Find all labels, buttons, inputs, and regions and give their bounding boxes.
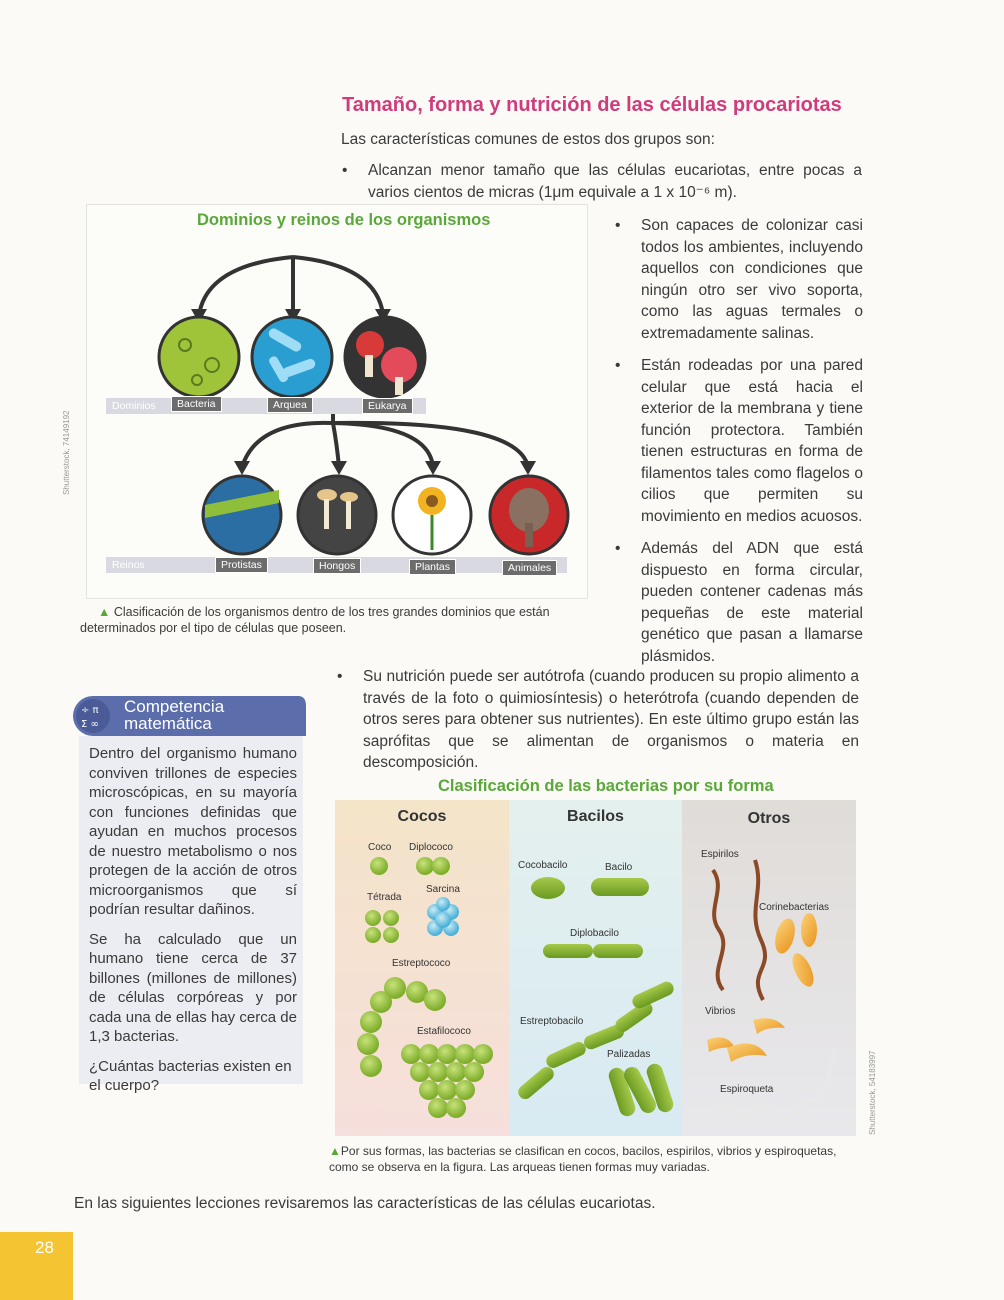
label-protistas: Protistas bbox=[215, 557, 268, 573]
svg-text:÷ π: ÷ π bbox=[81, 705, 99, 716]
bullet-size: • Alcanzan menor tamaño que las células eucariotas, entre pocas a varios cientos de micras (1μm equivale a 1 x 10⁻⁶ m). bbox=[342, 162, 862, 201]
svg-text:Σ ∞: Σ ∞ bbox=[81, 719, 99, 730]
label-tetrada: Tétrada bbox=[367, 892, 402, 903]
figure-bacteria bbox=[335, 800, 856, 1136]
competencia-title-2: matemática bbox=[124, 714, 212, 733]
bullet-colonize: • Son capaces de colonizar casi todos los ambientes, incluyendo aquellos con condiciones que ningún otro ser vivo soporta, como las aguas termales o extremadamente salinas. bbox=[615, 217, 863, 342]
label-arquea: Arquea bbox=[267, 397, 313, 413]
column-otros: Otros bbox=[747, 810, 791, 827]
page-number-box bbox=[0, 1232, 73, 1300]
label-vibrios: Vibrios bbox=[705, 1006, 736, 1017]
figure-domains-title: Dominios y reinos de los organismos bbox=[197, 211, 491, 229]
label-animales: Animales bbox=[502, 560, 557, 576]
label-hongos: Hongos bbox=[313, 558, 361, 574]
figure-bacteria-title: Clasificación de las bacterias por su forma bbox=[438, 777, 774, 795]
label-sarcina: Sarcina bbox=[426, 884, 460, 895]
figure-bacteria-caption: ▲Por sus formas, las bacterias se clasifican en cocos, bacilos, espirilos, vibrios y espiroquetas, como se observa en la figura. Las arqueas tienen formas muy variadas. bbox=[329, 1144, 837, 1174]
column-cocos: Cocos bbox=[397, 808, 447, 825]
section-title: Tamaño, forma y nutrición de las células procariotas bbox=[342, 94, 842, 116]
label-diplobacilo: Diplobacilo bbox=[570, 928, 619, 939]
figure-domains-credit: Shutterstock, 74149192 bbox=[62, 410, 71, 495]
competencia-box bbox=[79, 736, 303, 1094]
label-bacteria: Bacteria bbox=[171, 396, 222, 412]
bullet-nutrition: • Su nutrición puede ser autótrofa (cuando producen su propio alimento a través de la foto o quimiosíntesis) o heterótrofa (cuando dependen de otros seres para obtener sus nutrientes). En este último grupo están las saprófitas que se alimentan de organismos o materia en descomposición. bbox=[337, 668, 859, 771]
competencia-para-1: Dentro del organismo humano conviven trillones de especies microscópicas, en su mayoría con funciones definidas que ayudan en muchos procesos de nuestro metabolismo o nos protegen de la acción de otros microorganismos que sí podrían resultar dañinos. bbox=[89, 745, 297, 918]
figure-domains bbox=[86, 204, 588, 599]
arquea-circle bbox=[252, 317, 332, 397]
competencia-header bbox=[73, 696, 306, 736]
label-plantas: Plantas bbox=[409, 559, 456, 575]
competencia-question: ¿Cuántas bacterias existen en el cuerpo? bbox=[89, 1057, 292, 1094]
competencia-para-2: Se ha calculado que un humano tiene cerca de 37 billones (millones de millones) de células corpóreas y por cada una de ellas hay cerca de 1,3 bacterias. bbox=[89, 930, 297, 1045]
label-cocobacilo: Cocobacilo bbox=[518, 860, 568, 871]
caption-triangle-icon: ▲ bbox=[329, 1144, 341, 1158]
bullet-wall: • Están rodeadas por una pared celular que está hacia el exterior de la membrana y tiene función protectora. También tienen estructuras en forma de filamentos tales como flagelos o cilios que permiten su movimiento en medios acuosos. bbox=[615, 357, 863, 525]
label-estreptobacilo: Estreptobacilo bbox=[520, 1016, 584, 1027]
bullet-dna: • Además del ADN que está dispuesto en forma circular, pueden contener cadenas más pequeñas de este material genético que pasan a llamarse plásmidos. bbox=[615, 540, 863, 665]
hongos-circle bbox=[298, 476, 376, 554]
band-reinos: Reinos bbox=[106, 557, 567, 573]
label-estreptococo: Estreptococo bbox=[392, 958, 451, 969]
arrow-eukarya bbox=[293, 257, 383, 315]
label-estafilococo: Estafilococo bbox=[417, 1026, 471, 1037]
competencia-title-1: Competencia bbox=[124, 697, 225, 716]
label-diplococo: Diplococo bbox=[409, 842, 453, 853]
section-intro: Las características comunes de estos dos grupos son: bbox=[341, 131, 715, 148]
label-palizadas: Palizadas bbox=[607, 1049, 651, 1060]
label-espirilos: Espirilos bbox=[701, 849, 739, 860]
closing-text: En las siguientes lecciones revisaremos las características de las células eucariotas. bbox=[74, 1195, 656, 1212]
label-espiroqueta: Espiroqueta bbox=[720, 1084, 774, 1095]
column-bacilos: Bacilos bbox=[567, 808, 624, 825]
page-number: 28 bbox=[35, 1238, 54, 1257]
arrow-bacteria bbox=[199, 257, 293, 315]
label-coco: Coco bbox=[368, 842, 392, 853]
caption-triangle-icon: ▲ bbox=[98, 605, 111, 619]
figure-domains-caption: ▲ Clasificación de los organismos dentro de los tres grandes dominios que están determinados por el tipo de células que poseen. bbox=[80, 605, 550, 635]
label-corinebacterias: Corinebacterias bbox=[759, 902, 830, 913]
figure-bacteria-credit: Shutterstock, 54183997 bbox=[868, 1050, 877, 1135]
label-eukarya: Eukarya bbox=[362, 398, 413, 414]
band-dominios: Dominios bbox=[106, 398, 426, 414]
label-bacilo: Bacilo bbox=[605, 862, 633, 873]
